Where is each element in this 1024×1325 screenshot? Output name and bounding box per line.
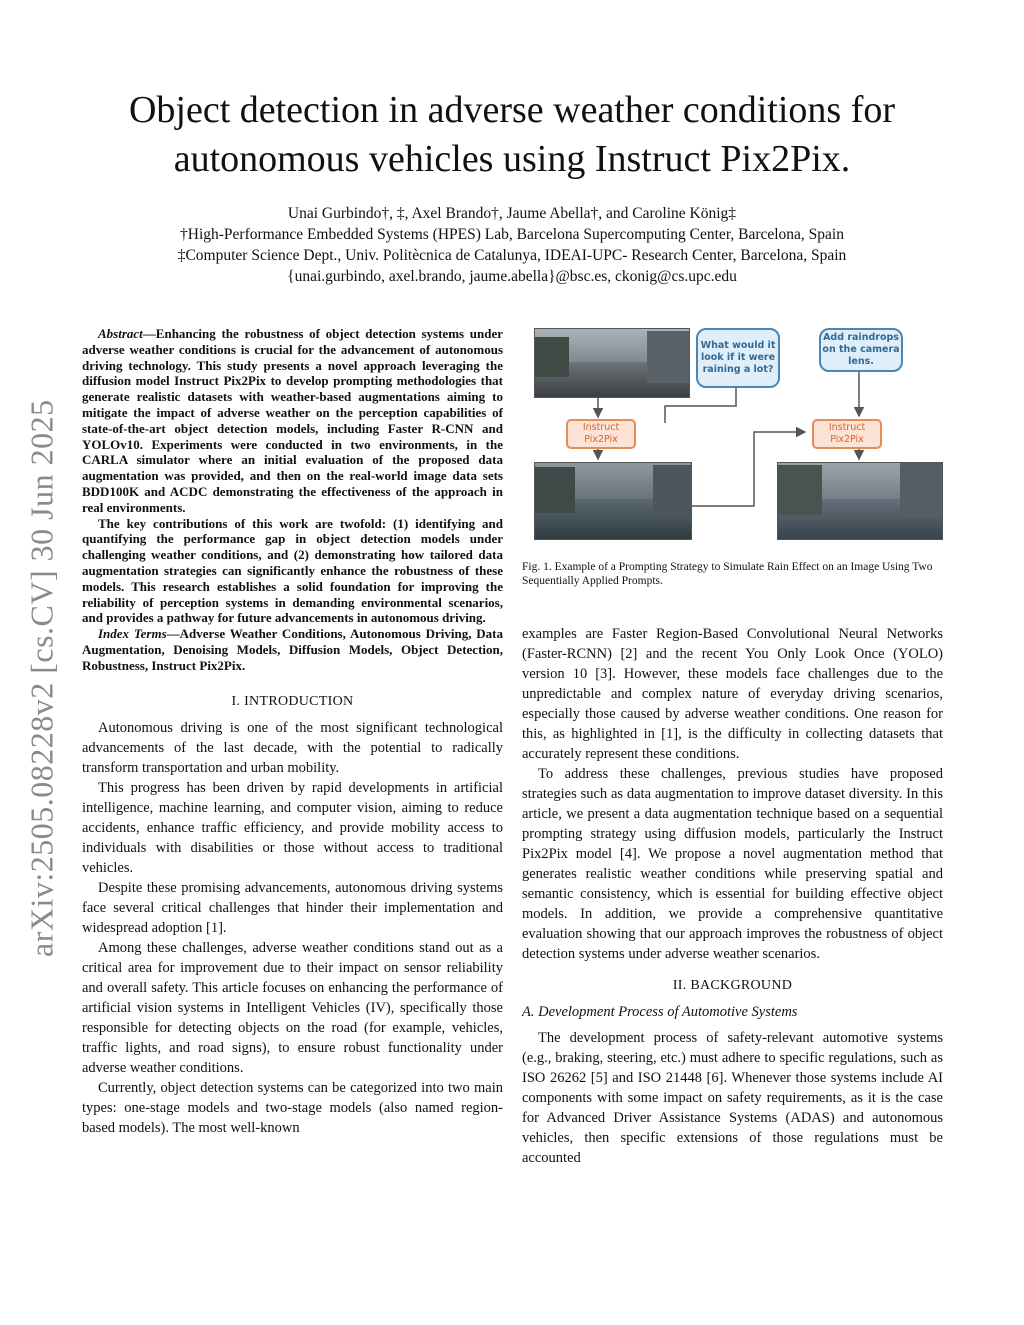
prompt-bubble-1: What would it look if it were raining a lot? [696, 328, 780, 388]
prompt-bubble-2: Add raindrops on the camera lens. [819, 328, 903, 372]
photo-clear-road [534, 328, 690, 398]
section-2-title: II. BACKGROUND [672, 978, 793, 993]
figure-diagram [522, 322, 946, 546]
author-block [80, 203, 944, 287]
title-line-1: Object detection in adverse weather conditions for [128, 89, 896, 131]
index-terms [82, 626, 503, 673]
affiliation-2: ‡Computer Science Dept., Univ. Politècnica de Catalunya, IDEAI-UPC- Research Center, Barcelona, Spain [177, 247, 847, 264]
right-paragraph-1: examples are Faster Region-Based Convolutional Neural Networks (Faster-RCNN) [2] and the recent You Only Look Once (YOLO) version 10 [3]. However, these models face challenges due to the unpredictable and complex nature of everyday driving scenarios, especially those caused by adverse weather conditions. One reason for this, as highlighted in [1], is the difficulty in collecting datasets that accurately represent these conditions. [522, 626, 943, 762]
left-column [82, 326, 503, 1138]
figure-1-caption: Fig. 1. Example of a Prompting Strategy to Simulate Rain Effect on an Image Using Two Sequentially Applied Prompts. [522, 561, 933, 587]
intro-paragraph-3: Despite these promising advancements, autonomous driving systems face several critical challenges that hinder their implementation and widespread adoption [1]. [82, 879, 503, 936]
arxiv-identifier: arXiv:2505.08228v2 [cs.CV] 30 Jun 2025 [23, 399, 60, 957]
intro-paragraph-5: Currently, object detection systems can be categorized into two main types: one-stage models and two-stage models (also named region-based models). The most well-known [82, 1079, 503, 1136]
author-emails: {unai.gurbindo, axel.brando, jaume.abella}@bsc.es, ckonig@cs.upc.edu [287, 268, 737, 285]
section-1-title: I. INTRODUCTION [231, 693, 354, 709]
intro-paragraph-2: This progress has been driven by rapid developments in artificial intelligence, machine learning, and computer vision, aiming to reduce accidents, enhance traffic efficiency, and provide mobility access to individuals with disabilities or those without access to traditional vehicles. [82, 779, 503, 876]
right-column [522, 624, 943, 1168]
abstract [82, 326, 503, 674]
title-line-2: autonomous vehicles using Instruct Pix2Pix. [173, 138, 851, 180]
abstract-lead: Abstract [98, 326, 143, 341]
index-terms-lead: Index Terms [98, 626, 167, 642]
intro-paragraph-1: Autonomous driving is one of the most significant technological advancements of the last decade, with the potential to radically transform transportation and urban mobility. [82, 719, 503, 776]
photo-rainy-road [534, 462, 692, 540]
affiliation-1: †High-Performance Embedded Systems (HPES) Lab, Barcelona Supercomputing Center, Barcelona, Spain [180, 226, 844, 243]
photo-raindrops-lens [777, 462, 943, 540]
subsection-a-title: A. Development Process of Automotive Systems [522, 1004, 798, 1020]
abstract-text-1: —Enhancing the robustness of object detection systems under adverse weather conditions is crucial for the advancement of autonomous driving technology. This study presents a novel approach leveraging the diffusion model Instruct Pix2Pix to develop prompting methodologies that generate realistic datasets with weather-based augmentations aiming to mitigate the impact of adverse weather on the perception capabilities of state-of-the-art object detection models, including Faster R-CNN and YOLOv10. Experiments were conducted in two environments, in the CARLA simulator where an initial evaluation of the proposed data augmentation was provided, and then on the real-world image data sets BDD100K and ACDC demonstrating the effectiveness of the approach in real environments. [82, 326, 503, 515]
background-paragraph-1: The development process of safety-relevant automotive systems (e.g., braking, steering, etc.) must adhere to specific regulations, such as ISO 26262 [5] and ISO 21448 [6]. Whenever those systems include AI components with some impact on safety requirements, as it is the case for Advanced Driver Assistance Systems (ADAS) and autonomous vehicles, then specific extensions of those regulations must be accounted [522, 1030, 943, 1166]
abstract-paragraph-1 [82, 326, 503, 516]
right-paragraph-2: To address these challenges, previous studies have proposed strategies such as data augmentation to improve dataset diversity. In this article, we present a data augmentation technique based on a sequential prompting strategy using diffusion models, particularly the Instruct Pix2Pix model [4]. We propose a novel augmentation method that generates realistic weather conditions while preserving spatial and semantic consistency, which is essential for building effective object models. In addition, we provide a comprehensive quantitative evaluation showing that our approach improves the robustness of object detection systems under adverse weather scenarios. [522, 766, 943, 962]
author-names: Unai Gurbindo†, ‡, Axel Brando†, Jaume Abella†, and Caroline König‡ [287, 205, 737, 222]
index-terms-text: —Adverse Weather Conditions, Autonomous Driving, Data Augmentation, Denoising Models, Diffusion Models, Object Detection, Robustness, Instruct Pix2Pix. [82, 626, 503, 673]
paper-title [80, 86, 944, 184]
instruct-pix2pix-box-2: Instruct Pix2Pix [812, 419, 882, 449]
intro-paragraph-4: Among these challenges, adverse weather conditions stand out as a critical area for improvement due to their impact on sensor reliability and overall safety. This article focuses on enhancing the performance of artificial vision systems in Intelligent Vehicles (IV), specifically those responsible for detecting objects on the road (for example, vehicles, traffic lights, and road signs), to ensure robust functionality under adverse weather conditions. [82, 939, 503, 1076]
instruct-pix2pix-box-1: Instruct Pix2Pix [566, 419, 636, 449]
figure-1 [522, 322, 946, 587]
abstract-paragraph-2: The key contributions of this work are twofold: (1) identifying and quantifying the performance gap in object detection models under challenging weather conditions, and (2) demonstrating how tailored data augmentation strategies can significantly enhance the robustness of these models. This research establishes a solid foundation for improving the reliability of perception systems in demanding environmental scenarios, and provides a pathway for future advancements in autonomous driving. [82, 515, 503, 626]
